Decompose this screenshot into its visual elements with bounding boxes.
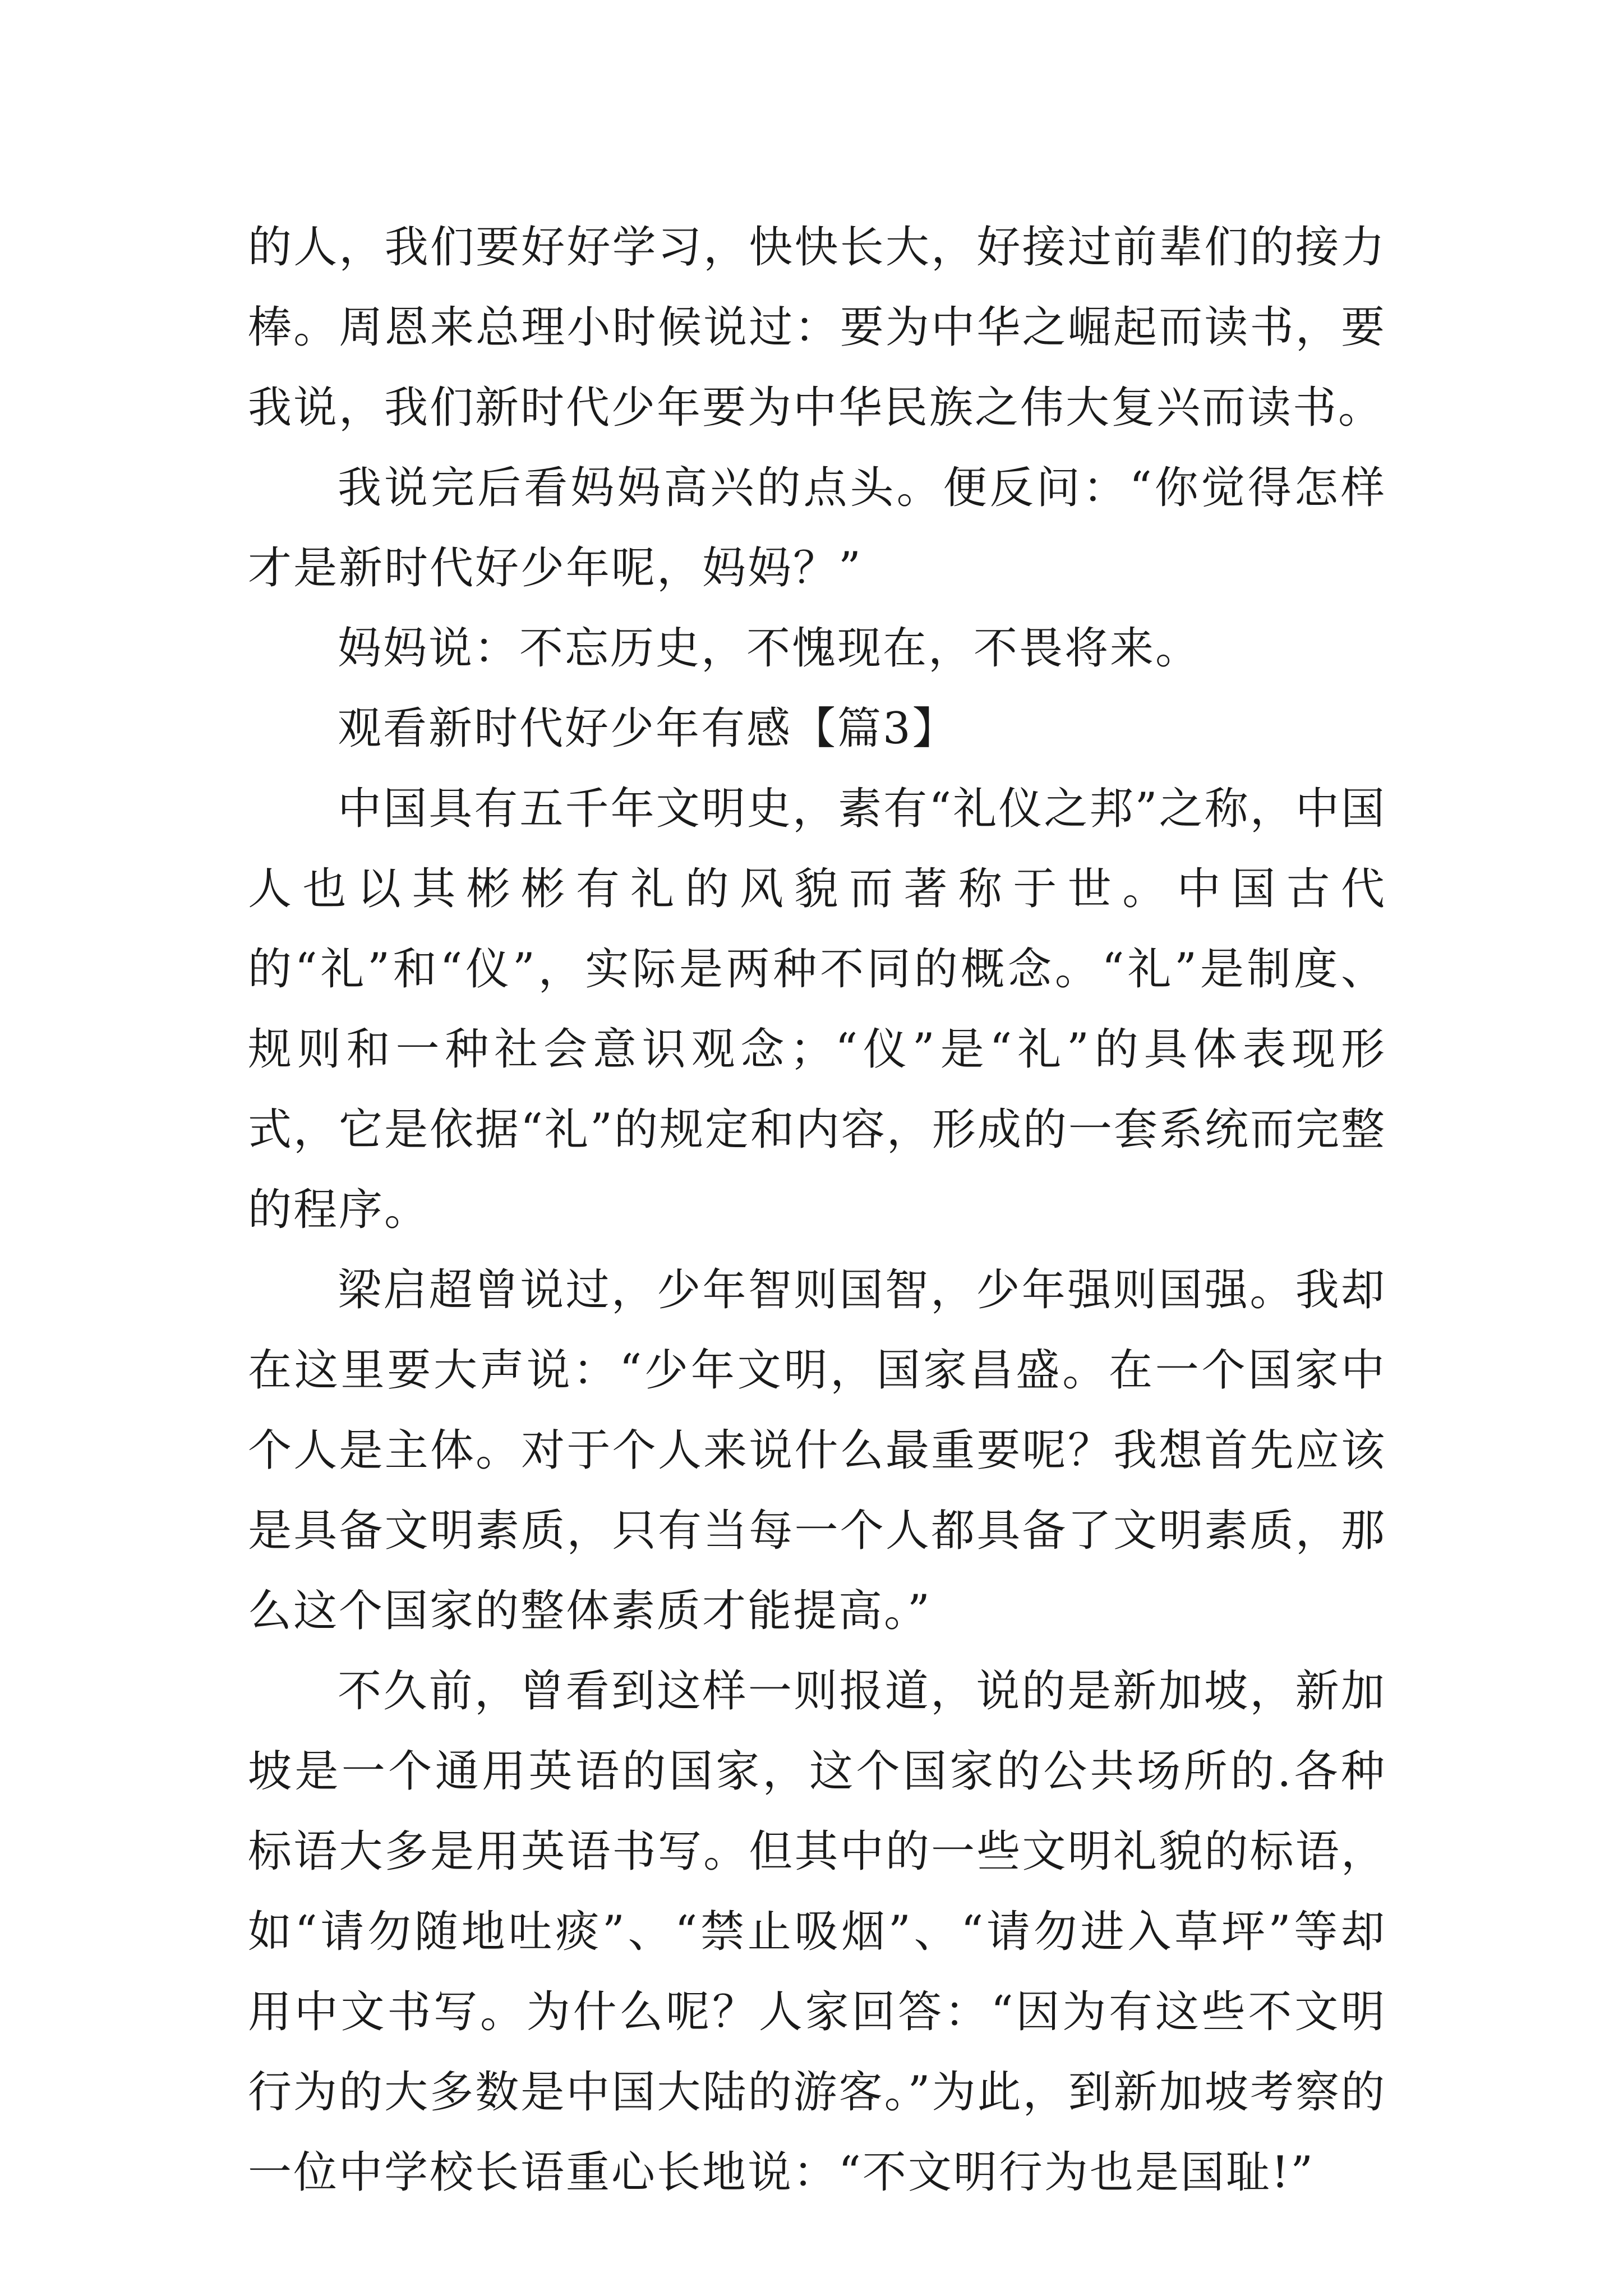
paragraph: 梁启超曾说过，少年智则国智，少年强则国强。我却在这里要大声说：“少年文明，国家昌盛。在一个国家中个人是主体。对于个人来说什么最重要呢？我想首先应该是具备文明素质，只有当每一个人都具备了文明素质，那么这个国家的整体素质才能提高。” — [248, 1265, 1386, 1636]
section-heading: 观看新时代好少年有感【篇3】 — [338, 703, 958, 754]
paragraph: 不久前，曾看到这样一则报道，说的是新加坡，新加坡是一个通用英语的国家，这个国家的公共场所的.各种标语大多是用英语书写。但其中的一些文明礼貌的标语，如“请勿随地吐痰”、“禁止吸烟”、“请勿进入草坪”等却用中文书写。为什么呢？人家回答：“因为有这些不文明行为的大多数是中国大陆的游客。”为此，到新加坡考察的一位中学校长语重心长地说：“不文明行为也是国耻!” — [248, 1666, 1386, 2198]
paragraph: 中国具有五千年文明史，素有“礼仪之邦”之称，中国人也以其彬彬有礼的风貌而著称于世。中国古代的“礼”和“仪”，实际是两种不同的概念。“礼”是制度、规则和一种社会意识观念；“仪”是“礼”的具体表现形式，它是依据“礼”的规定和内容，形成的一套系统而完整的程序。 — [248, 784, 1386, 1235]
paragraph: 的人，我们要好好学习，快快长大，好接过前辈们的接力棒。周恩来总理小时候说过：要为中华之崛起而读书，要我说，我们新时代少年要为中华民族之伟大复兴而读书。 — [248, 222, 1386, 433]
document-body — [248, 208, 1386, 2213]
paragraph: 妈妈说：不忘历史，不愧现在，不畏将来。 — [338, 623, 1201, 674]
paragraph: 我说完后看妈妈高兴的点头。便反问：“你觉得怎样才是新时代好少年呢，妈妈？” — [248, 463, 1386, 593]
